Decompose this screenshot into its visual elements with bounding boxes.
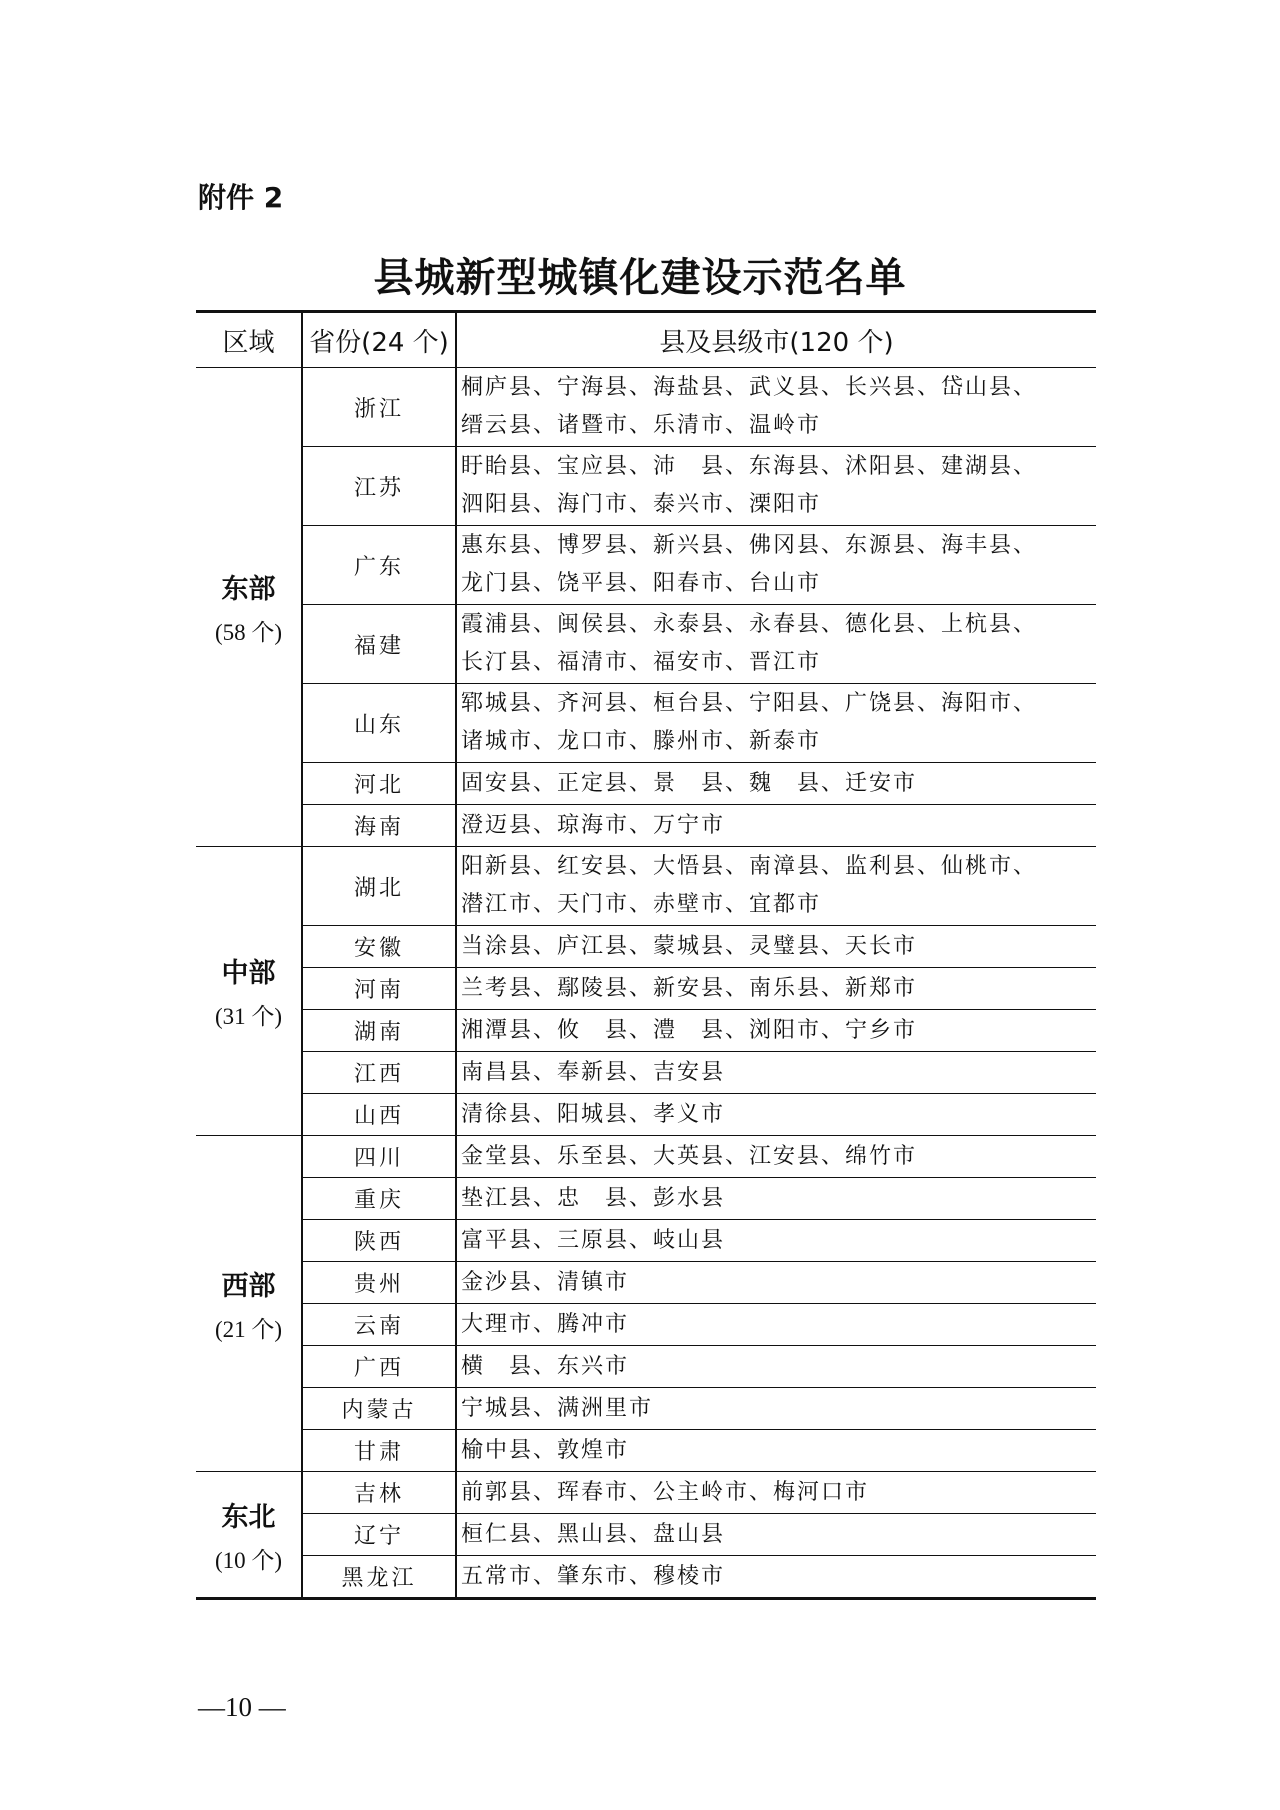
table-row [196,1472,1096,1514]
counties-cell: 横 县、东兴市 [456,1346,1096,1388]
province-cell: 湖北 [302,847,456,926]
table-row [196,1136,1096,1178]
table-row [196,447,1096,526]
region-name: 西部 [221,1270,276,1302]
demonstration-list-table [196,310,1096,1600]
counties-cell: 五常市、肇东市、穆棱市 [456,1556,1096,1599]
counties-line: 泗阳县、海门市、泰兴市、溧阳市 [461,492,822,517]
counties-cell: 宁城县、满洲里市 [456,1388,1096,1430]
region-cell-west [196,1136,302,1472]
table-row [196,1304,1096,1346]
province-cell: 内蒙古 [302,1388,456,1430]
document-title: 县城新型城镇化建设示范名单 [373,254,907,301]
counties-cell [456,368,1096,447]
counties-cell [456,847,1096,926]
table-row [196,684,1096,763]
province-cell: 江西 [302,1052,456,1094]
province-cell: 河南 [302,968,456,1010]
counties-cell: 清徐县、阳城县、孝义市 [456,1094,1096,1136]
region-cell-northeast [196,1472,302,1599]
province-cell: 湖南 [302,1010,456,1052]
province-cell: 辽宁 [302,1514,456,1556]
table-row [196,1178,1096,1220]
counties-cell: 前郭县、珲春市、公主岭市、梅河口市 [456,1472,1096,1514]
table-row [196,847,1096,926]
attachment-label: 附件 2 [198,181,284,214]
table-row [196,605,1096,684]
province-cell: 海南 [302,805,456,847]
province-cell: 云南 [302,1304,456,1346]
table-row [196,1556,1096,1599]
page-number: —10 — [198,1692,286,1722]
header-counties: 县及县级市(120 个) [456,312,1096,368]
table-row [196,1388,1096,1430]
table-row [196,1514,1096,1556]
counties-cell: 固安县、正定县、景 县、魏 县、迁安市 [456,763,1096,805]
province-cell: 陕西 [302,1220,456,1262]
table-header-row [196,312,1096,368]
counties-cell: 金堂县、乐至县、大英县、江安县、绵竹市 [456,1136,1096,1178]
province-cell: 甘肃 [302,1430,456,1472]
table-row [196,926,1096,968]
counties-cell: 榆中县、敦煌市 [456,1430,1096,1472]
counties-cell: 垫江县、忠 县、彭水县 [456,1178,1096,1220]
counties-cell: 澄迈县、琼海市、万宁市 [456,805,1096,847]
counties-cell: 桓仁县、黑山县、盘山县 [456,1514,1096,1556]
province-cell: 山东 [302,684,456,763]
counties-cell: 富平县、三原县、岐山县 [456,1220,1096,1262]
table-row [196,1094,1096,1136]
table-row [196,805,1096,847]
counties-cell [456,684,1096,763]
province-cell: 重庆 [302,1178,456,1220]
table-row [196,1262,1096,1304]
region-cell-central [196,847,302,1136]
counties-cell [456,526,1096,605]
province-cell: 贵州 [302,1262,456,1304]
region-name: 中部 [221,958,276,989]
counties-cell [456,605,1096,684]
province-cell: 福建 [302,605,456,684]
table-row [196,1430,1096,1472]
region-count: (58 个) [214,620,283,645]
counties-line: 龙门县、饶平县、阳春市、台山市 [461,571,822,596]
province-cell: 江苏 [302,447,456,526]
counties-cell: 兰考县、鄢陵县、新安县、南乐县、新郑市 [456,968,1096,1010]
region-count: (21 个) [214,1316,283,1342]
counties-cell [456,447,1096,526]
counties-line: 阳新县、红安县、大悟县、南漳县、监利县、仙桃市、 [461,854,1038,879]
region-name: 东部 [221,574,276,605]
province-cell: 山西 [302,1094,456,1136]
counties-line: 郓城县、齐河县、桓台县、宁阳县、广饶县、海阳市、 [461,691,1038,716]
table-row [196,368,1096,447]
province-cell: 广西 [302,1346,456,1388]
region-name: 东北 [221,1501,276,1533]
table-row [196,1052,1096,1094]
counties-cell: 当涂县、庐江县、蒙城县、灵璧县、天长市 [456,926,1096,968]
table-row [196,526,1096,605]
region-count: (10 个) [214,1547,283,1573]
region-cell-east [196,368,302,847]
province-cell: 黑龙江 [302,1556,456,1599]
province-cell: 吉林 [302,1472,456,1514]
counties-line: 霞浦县、闽侯县、永泰县、永春县、德化县、上杭县、 [461,612,1038,637]
counties-cell: 大理市、腾冲市 [456,1304,1096,1346]
header-region: 区域 [196,312,302,368]
counties-line: 缙云县、诸暨市、乐清市、温岭市 [461,413,822,438]
counties-line: 长汀县、福清市、福安市、晋江市 [461,650,822,675]
province-cell: 安徽 [302,926,456,968]
counties-line: 惠东县、博罗县、新兴县、佛冈县、东源县、海丰县、 [461,533,1038,558]
counties-cell: 金沙县、清镇市 [456,1262,1096,1304]
province-cell: 浙江 [302,368,456,447]
header-province: 省份(24 个) [302,312,456,368]
counties-line: 诸城市、龙口市、滕州市、新泰市 [461,729,822,754]
table-row [196,1346,1096,1388]
table-row [196,1010,1096,1052]
table-row [196,1220,1096,1262]
counties-cell: 湘潭县、攸 县、澧 县、浏阳市、宁乡市 [456,1010,1096,1052]
counties-line: 潜江市、天门市、赤壁市、宜都市 [461,892,822,917]
province-cell: 四川 [302,1136,456,1178]
province-cell: 广东 [302,526,456,605]
counties-cell: 南昌县、奉新县、吉安县 [456,1052,1096,1094]
table-row [196,763,1096,805]
region-count: (31 个) [214,1004,283,1029]
counties-line: 盱眙县、宝应县、沛 县、东海县、沭阳县、建湖县、 [461,454,1038,479]
province-cell: 河北 [302,763,456,805]
counties-line: 桐庐县、宁海县、海盐县、武义县、长兴县、岱山县、 [461,375,1038,400]
table-row [196,968,1096,1010]
